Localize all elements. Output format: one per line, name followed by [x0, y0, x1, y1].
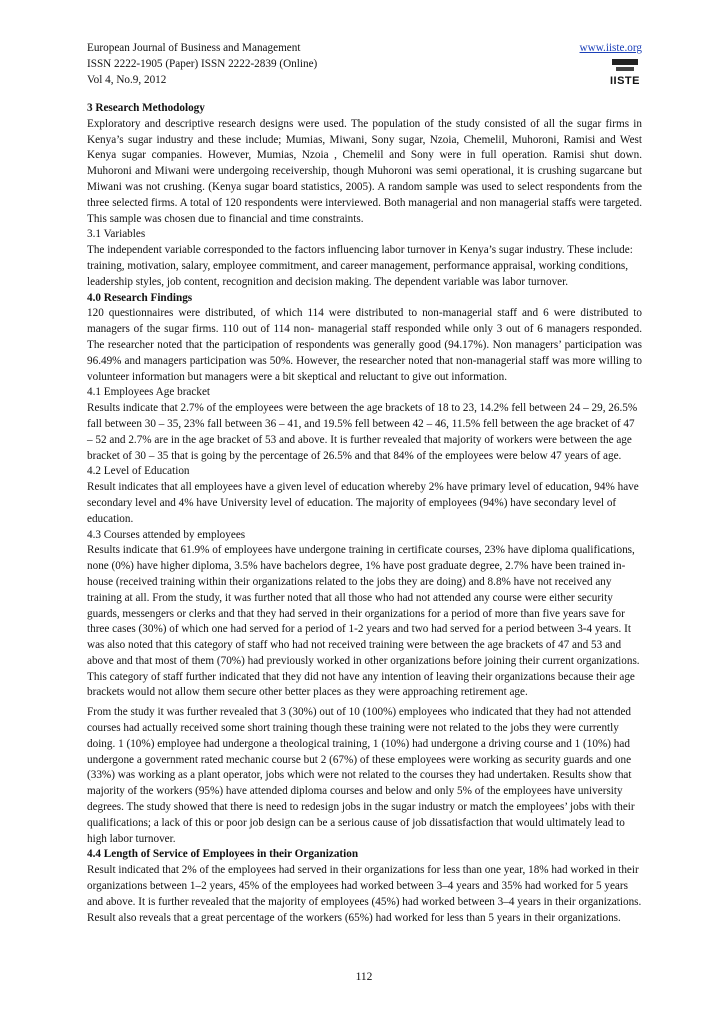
section-4-4-paragraph: Result indicated that 2% of the employees had served in their organizations for less than one year, 18% had worked in their organizations between 1–2 years, 45% of the employees had worked between 3–4 years and 35% had worked for 5 years and above. It is further revealed that the majority of employees (45%) had worked between 3–4 years in their organizations. Result also reveals that a great percentage of the workers (65%) had worked for less than 5 years in their organizations.: [87, 864, 642, 924]
section-3-1-paragraph: The independent variable corresponded to the factors influencing labor turnover in Kenya’s sugar industry. These include: training, motivation, salary, employee commitment, and career management, performance appraisal, working conditions, leadership styles, job content, recognition and decision making. The dependent variable was labor turnover.: [87, 244, 633, 288]
section-4-3-heading: 4.3 Courses attended by employees: [87, 528, 246, 541]
logo-text: IISTE: [609, 75, 640, 87]
section-3-paragraph: Exploratory and descriptive research designs were used. The population of the study consisted of all the sugar firms in Kenya’s sugar industry and these include; Mumias, Miwani, Sony sugar, Nzoia, Chemelil, Muhoroni, Ramisi and West Kenya sugar companies. However, Mumias, Nzoia , Chemelil and Sony were in full operation. Ramisi shut down. Muhoroni and Miwani were undergoing receivership, though Muhoroni was semi operational, it is crushing sugarcane but Miwani was not crushing. (Kenya sugar board statistics, 2005). A random sample was used to select respondents from the three selected firms. A total of 120 respondents were interviewed. Both managerial and non managerial staffs were targeted. This sample was chosen due to financial and time constraints.: [87, 117, 642, 225]
section-4-2-heading: 4.2 Level of Education: [87, 465, 190, 478]
journal-url-link[interactable]: www.iiste.org: [579, 42, 642, 54]
section-4-3-paragraph-2: From the study it was further revealed that 3 (30%) out of 10 (100%) employees who indicated that they had not attended courses had actually received some short training though these training were not related to the jobs they were currently doing. 1 (10%) employee had undergone a theological training, 1 (10%) had undergone a driving course and 1 (10%) had undergone a government rated mechanic course but 2 (67%) of these employees were working as security guards and one (33%) was working as a plant operator, jobs which were not related to the courses they had undertaken. Results show that majority of the workers (95%) have attended diploma courses and below and only 5% of the employees have university degrees. The study showed that there is need to redesign jobs in the sugar industry or match the employees’ jobs with their qualifications; a lack of this or poor job design can be a serious cause of job dissatisfaction that would ultimately lead to high labor turnover.: [87, 706, 635, 845]
page-header: [87, 40, 642, 88]
section-4-0-paragraph: 120 questionnaires were distributed, of which 114 were distributed to non-managerial staff and 6 were distributed to managers of the sugar firms. 110 out of 114 non- managerial staff responded while only 3 out of 6 managers responded. The researcher noted that the participation of respondents was generally good (94.17%). Non managers’ participation was 96.49% and managers participation was 50%. However, the researcher noted that non-managerial staff was more willing to volunteer information but managers were a bit skeptical and reluctant to give out information.: [87, 307, 642, 383]
section-4-1-heading: 4.1 Employees Age bracket: [87, 386, 211, 399]
section-4-1-paragraph: Results indicate that 2.7% of the employees were between the age brackets of 18 to 23, 14.2% fell between 24 – 29, 26.5% fall between 30 – 35, 23% fall between 36 – 41, and 19.5% fell between 42 – 46, 11.5% fell between the age bracket of 47 – 52 and 2.7% are in the age bracket of 53 and above. It is further revealed that majority of workers were between the age bracket of 30 – 35 that is going by the percentage of 26.5% and that 84% of the employees were below 47 years of age.: [87, 402, 638, 462]
logo-bar-icon: [612, 59, 638, 65]
section-3-heading: 3 Research Methodology: [87, 102, 205, 114]
page-number: 112: [355, 971, 373, 983]
article-body: [87, 101, 642, 926]
issn-line: ISSN 2222-1905 (Paper) ISSN 2222-2839 (Online): [87, 58, 318, 70]
section-4-2-paragraph: Result indicates that all employees have a given level of education whereby 2% have primary level of education, 94% have secondary level and 4% have University level of education. The majority of employees (94%) have secondary level of education.: [87, 481, 639, 525]
section-4-3-paragraph: Results indicate that 61.9% of employees have undergone training in certificate courses, 23% have diploma qualifications, none (0%) have higher diploma, 3.5% have bachelors degree, 1% have post graduate degree, 2.7% have been trained in-house (received training within their organizations related to the jobs they are doing) and 8.8% have not received any training at all. From the study, it was further noted that all those who had not attended any course were either security guards, messengers or clerks and that they had served in their organizations for a period of more than five years save for three cases (30%) of which one had served for a period of 1-2 years and two had served for a period between 3-4 years. It was also noted that this category of staff who had not received training were between the age brackets of 47 and 53 and above and that most of them (70%) had previously worked in other organizations before joining their current organizations. This category of staff further indicated that they did not have any intention of leaving their organizations because their age brackets would not allow them secure other better places as they were approaching retirement age.: [87, 544, 640, 699]
iiste-logo: [608, 57, 642, 91]
section-4-0-heading: 4.0 Research Findings: [87, 291, 193, 304]
section-4-4-heading: 4.4 Length of Service of Employees in their Organization: [87, 848, 359, 861]
journal-title: European Journal of Business and Management: [87, 42, 301, 54]
logo-bar-small-icon: [616, 67, 634, 71]
section-3-1-heading: 3.1 Variables: [87, 228, 146, 241]
volume-line: Vol 4, No.9, 2012: [87, 74, 167, 86]
